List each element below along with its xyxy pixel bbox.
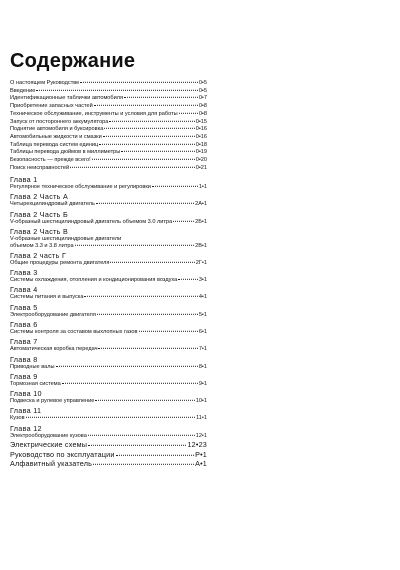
entry-page: А•1 [195, 459, 207, 469]
entry-page: 2Г•1 [195, 259, 207, 266]
entry-title: V-образный шестицилиндровый двигатель объемом 3.0 литра [10, 218, 173, 225]
dot-leader [80, 82, 198, 83]
dot-leader [95, 400, 194, 401]
entry-title: Кузов [10, 415, 25, 422]
toc-entry-appendix[interactable] [10, 440, 207, 450]
entry-title: Приобретение запасных частей [10, 103, 93, 110]
page-title: Содержание [10, 50, 136, 72]
toc-entry[interactable] [10, 201, 207, 209]
section-spacer [10, 172, 207, 174]
toc-entry[interactable] [10, 111, 207, 119]
entry-page: 0•5 [198, 87, 207, 94]
dot-leader [103, 136, 195, 137]
entry-page: Р•1 [195, 449, 207, 459]
chapter-heading: Глава 2 Часть Б [10, 209, 69, 219]
entry-page: 2А•1 [195, 201, 207, 208]
toc-entry[interactable] [10, 329, 207, 337]
dot-leader [121, 151, 194, 152]
entry-title: Электрические схемы [10, 440, 88, 450]
entry-page: 3•1 [198, 277, 207, 284]
toc-entry-appendix[interactable] [10, 459, 207, 469]
dot-leader [88, 445, 186, 446]
toc-entry[interactable] [10, 381, 207, 389]
entry-page: 12•1 [195, 432, 207, 439]
entry-title: Запуск от постороннего аккумулятора [10, 118, 109, 125]
chapter-heading: Глава 2 Часть В [10, 226, 69, 236]
entry-title: Техническое обслуживание, инструменты и условия для работы [10, 110, 178, 117]
entry-page: 0•8 [198, 110, 207, 117]
dot-leader [116, 455, 195, 456]
toc-entry[interactable] [10, 433, 207, 441]
entry-title-line: V-образные шестицилиндровые двигатели [10, 235, 122, 242]
entry-title: Электрооборудование двигателя [10, 311, 96, 318]
toc-entry[interactable] [10, 88, 207, 96]
toc-entry[interactable] [10, 157, 207, 165]
entry-page: 0•16 [195, 133, 207, 140]
entry-page: 0•16 [195, 126, 207, 133]
entry-page: 0•7 [198, 95, 207, 102]
entry-title: Безопасность — прежде всего! [10, 157, 91, 164]
entry-page: 2В•1 [195, 242, 207, 249]
dot-leader [56, 365, 198, 366]
entry-page: 0•19 [195, 149, 207, 156]
entry-page: 1•1 [198, 184, 207, 191]
entry-title: Приводные валы [10, 363, 55, 370]
entry-title: Поиск неисправностей [10, 164, 70, 171]
entry-page: 9•1 [198, 380, 207, 387]
toc-entry[interactable] [10, 119, 207, 127]
toc-entry[interactable] [10, 95, 207, 103]
dot-leader [70, 167, 195, 168]
toc-entry-appendix[interactable] [10, 450, 207, 460]
dot-leader [178, 279, 198, 280]
entry-title: Системы питания и выпуска [10, 294, 84, 301]
dot-leader [26, 417, 195, 418]
chapter-heading: Глава 8 [10, 354, 38, 364]
entry-page: 0•21 [195, 164, 207, 171]
toc-entry[interactable] [10, 398, 207, 406]
toc-entry[interactable] [10, 364, 207, 372]
dot-leader [96, 203, 194, 204]
entry-page: 10•1 [195, 398, 207, 405]
entry-title: объемом 3.3 и 3.8 литра [10, 242, 74, 249]
chapter-heading: Глава 12 [10, 423, 42, 433]
dot-leader [98, 348, 197, 349]
entry-title: Регулярное техническое обслуживание и регулировки [10, 184, 151, 191]
entry-page: 0•18 [195, 141, 207, 148]
entry-title: Автомобильные жидкости и смазки [10, 133, 102, 140]
entry-page: 0•8 [198, 103, 207, 110]
entry-page: 4•1 [198, 294, 207, 301]
toc-entry[interactable] [10, 80, 207, 88]
chapter-heading: Глава 9 [10, 371, 38, 381]
entry-page: 6•1 [198, 329, 207, 335]
entry-page: 11•1 [196, 415, 207, 422]
dot-leader [94, 105, 198, 106]
dot-leader [152, 186, 198, 187]
dot-leader [124, 97, 198, 98]
chapter-heading: Глава 11 [10, 406, 42, 416]
entry-title: Руководство по эксплуатации [10, 449, 115, 459]
toc-entry[interactable] [10, 346, 207, 354]
chapter-heading: Глава 1 [10, 175, 38, 185]
entry-title: Электрооборудование кузова [10, 432, 87, 439]
dot-leader [93, 464, 194, 465]
toc-entry[interactable] [10, 243, 207, 251]
chapter-heading: Глава 5 [10, 302, 38, 312]
table-of-contents [10, 80, 207, 469]
entry-title: Алфавитный указатель [10, 459, 93, 469]
chapter-heading: Глава 4 [10, 285, 38, 295]
toc-entry[interactable] [10, 260, 207, 268]
dot-leader [62, 383, 198, 384]
entry-page: 2Б•1 [195, 218, 207, 225]
entry-page: 0•20 [195, 157, 207, 164]
entry-title: Таблицы перевода дюймов в миллиметры [10, 149, 121, 156]
toc-entry[interactable] [10, 103, 207, 111]
chapter-heading: Глава 7 [10, 337, 38, 347]
toc-entry[interactable] [10, 149, 207, 157]
dot-leader [179, 113, 198, 114]
entry-page: 7•1 [198, 346, 207, 353]
entry-page: 0•15 [195, 118, 207, 125]
entry-title: Поднятие автомобиля и буксировка [10, 126, 104, 133]
dot-leader [104, 128, 194, 129]
entry-title: Автоматическая коробка передач [10, 346, 98, 353]
entry-title: Подвеска и рулевое управление [10, 398, 95, 405]
entry-title: Четырехцилиндровый двигатель [10, 201, 95, 208]
dot-leader [92, 159, 195, 160]
dot-leader [97, 314, 198, 315]
entry-title: Системы охлаждения, отопления и кондиционирования воздуха [10, 277, 178, 284]
chapter-heading: Глава 2 часть Г [10, 250, 67, 260]
dot-leader [99, 143, 195, 144]
entry-title: Тормозная система [10, 380, 61, 387]
entry-title: Таблица перевода систем единиц [10, 141, 99, 148]
chapter-heading: Глава 10 [10, 389, 42, 399]
toc-entry[interactable] [10, 219, 207, 227]
dot-leader [109, 120, 194, 121]
chapter-heading: Глава 6 [10, 320, 38, 329]
entry-title: О настоящем Руководстве [10, 80, 80, 86]
entry-page: 12•23 [187, 440, 207, 450]
dot-leader [88, 435, 195, 436]
entry-title: Системы контроля за составом выхлопных газов [10, 329, 138, 335]
toc-entry[interactable] [10, 415, 207, 423]
entry-title: Идентификационные таблички автомобиля [10, 95, 124, 102]
dot-leader [139, 331, 198, 332]
toc-entry[interactable] [10, 277, 207, 285]
entry-page: 5•1 [198, 311, 207, 318]
toc-entry[interactable] [10, 184, 207, 192]
entry-title: Введение [10, 87, 36, 94]
toc-entry[interactable] [10, 312, 207, 320]
toc-entry[interactable] [10, 134, 207, 142]
dot-leader [84, 296, 197, 297]
dot-leader [36, 90, 197, 91]
entry-page: 8•1 [198, 363, 207, 370]
chapter-heading: Глава 3 [10, 268, 38, 278]
dot-leader [110, 262, 194, 263]
entry-title: Общие процедуры ремонта двигателя [10, 259, 110, 266]
entry-page: 0•5 [198, 80, 207, 86]
toc-entry[interactable] [10, 126, 207, 134]
toc-entry[interactable] [10, 294, 207, 302]
dot-leader [75, 244, 194, 245]
toc-entry[interactable] [10, 165, 207, 173]
chapter-heading: Глава 2 Часть А [10, 192, 69, 202]
dot-leader [173, 220, 194, 221]
